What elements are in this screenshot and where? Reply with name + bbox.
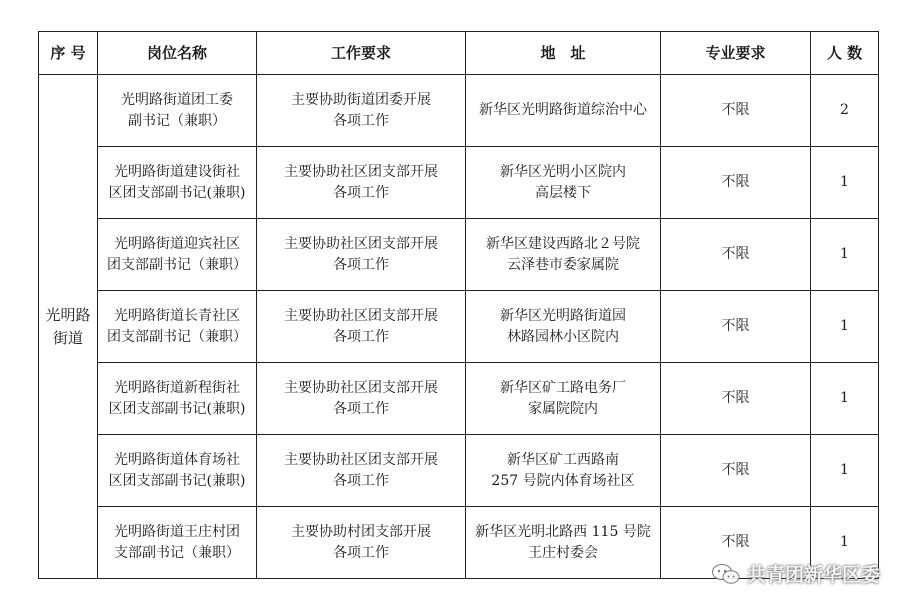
department-label: 光明路 街道 <box>45 305 91 347</box>
count-cell: 1 <box>811 147 879 219</box>
table-row <box>39 435 879 507</box>
major-cell: 不限 <box>661 147 811 219</box>
address-cell: 新华区光明北路西 115 号院 王庄村委会 <box>466 507 661 579</box>
major-cell: 不限 <box>661 219 811 291</box>
major-cell: 不限 <box>661 291 811 363</box>
count-cell: 1 <box>811 435 879 507</box>
table-row <box>39 75 879 147</box>
table-row <box>39 363 879 435</box>
address-cell: 新华区光明小区院内 高层楼下 <box>466 147 661 219</box>
header-requirement: 工作要求 <box>257 32 466 75</box>
address-cell: 新华区光明路街道综治中心 <box>466 75 661 147</box>
table-row <box>39 219 879 291</box>
requirement-cell: 主要协助社区团支部开展 各项工作 <box>257 435 466 507</box>
header-post: 岗位名称 <box>98 32 257 75</box>
requirement-cell: 主要协助街道团委开展 各项工作 <box>257 75 466 147</box>
post-cell: 光明路街道新程街社 区团支部副书记(兼职) <box>98 363 257 435</box>
address-cell: 新华区光明路街道园 林路园林小区院内 <box>466 291 661 363</box>
major-cell: 不限 <box>661 363 811 435</box>
major-cell: 不限 <box>661 507 811 579</box>
header-count: 人 数 <box>811 32 879 75</box>
table-row <box>39 291 879 363</box>
count-cell: 1 <box>811 507 879 579</box>
requirement-cell: 主要协助社区团支部开展 各项工作 <box>257 147 466 219</box>
address-cell: 新华区矿工西路南 257 号院内体育场社区 <box>466 435 661 507</box>
post-cell: 光明路街道建设街社 区团支部副书记(兼职) <box>98 147 257 219</box>
post-cell: 光明路街道团工委 副书记（兼职） <box>98 75 257 147</box>
header-major: 专业要求 <box>661 32 811 75</box>
post-cell: 光明路街道迎宾社区 团支部副书记（兼职） <box>98 219 257 291</box>
count-cell: 1 <box>811 291 879 363</box>
major-cell: 不限 <box>661 75 811 147</box>
requirement-cell: 主要协助社区团支部开展 各项工作 <box>257 219 466 291</box>
requirement-cell: 主要协助村团支部开展 各项工作 <box>257 507 466 579</box>
count-cell: 2 <box>811 75 879 147</box>
table-header-row <box>39 32 879 75</box>
header-address: 地 址 <box>466 32 661 75</box>
department-cell <box>39 75 98 579</box>
count-cell: 1 <box>811 219 879 291</box>
address-cell: 新华区矿工路电务厂 家属院院内 <box>466 363 661 435</box>
address-cell: 新华区建设西路北２号院 云泽巷市委家属院 <box>466 219 661 291</box>
header-index: 序 号 <box>39 32 98 75</box>
wechat-icon <box>711 562 741 586</box>
watermark-text: 共青团新华区委 <box>746 564 880 586</box>
post-cell: 光明路街道王庄村团 支部副书记（兼职） <box>98 507 257 579</box>
major-cell: 不限 <box>661 435 811 507</box>
table-row <box>39 147 879 219</box>
count-cell: 1 <box>811 363 879 435</box>
requirement-cell: 主要协助社区团支部开展 各项工作 <box>257 363 466 435</box>
recruitment-table <box>38 31 879 579</box>
watermark <box>711 560 880 587</box>
post-cell: 光明路街道体育场社 区团支部副书记(兼职) <box>98 435 257 507</box>
post-cell: 光明路街道长青社区 团支部副书记（兼职） <box>98 291 257 363</box>
requirement-cell: 主要协助社区团支部开展 各项工作 <box>257 291 466 363</box>
